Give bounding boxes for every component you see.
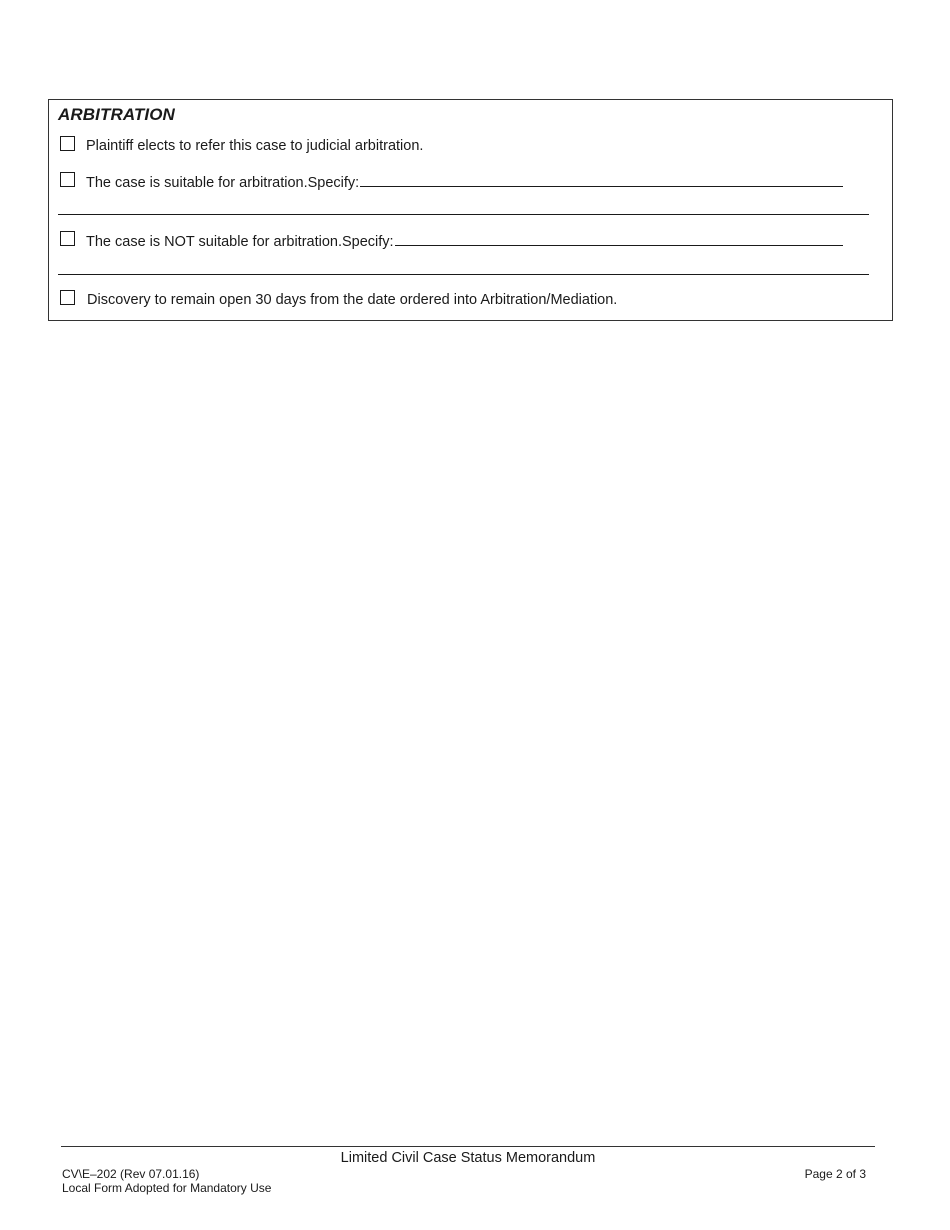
item-label: The case is suitable for arbitration.Specify:: [86, 175, 360, 191]
item-label: Discovery to remain open 30 days from the date ordered into Arbitration/Mediation.: [87, 292, 618, 308]
item-label: The case is NOT suitable for arbitration.Specify:: [86, 234, 394, 250]
footer-title: Limited Civil Case Status Memorandum: [340, 1150, 596, 1166]
not-suitable-specify-field[interactable]: [395, 233, 843, 246]
item-label: Plaintiff elects to refer this case to judicial arbitration.: [86, 138, 424, 154]
page-number: Page 2 of 3: [804, 1167, 866, 1181]
item-plaintiff-elects: [60, 136, 423, 154]
arbitration-section: [48, 99, 893, 321]
section-title: ARBITRATION: [58, 105, 175, 124]
checkbox-discovery-open[interactable]: [60, 290, 75, 305]
checkbox-plaintiff-elects[interactable]: [60, 136, 75, 151]
suitable-specify-field[interactable]: [360, 174, 843, 187]
form-number: CV\E–202 (Rev 07.01.16): [62, 1167, 200, 1181]
item-discovery-open: [60, 290, 617, 308]
footer-divider: [61, 1146, 875, 1147]
item-suitable: [60, 172, 843, 191]
not-suitable-specify-continuation-line[interactable]: [58, 274, 869, 275]
suitable-specify-continuation-line[interactable]: [58, 214, 869, 215]
item-not-suitable: [60, 231, 843, 250]
checkbox-suitable[interactable]: [60, 172, 75, 187]
footer-form-info: [62, 1167, 271, 1195]
checkbox-not-suitable[interactable]: [60, 231, 75, 246]
form-note: Local Form Adopted for Mandatory Use: [62, 1181, 272, 1195]
